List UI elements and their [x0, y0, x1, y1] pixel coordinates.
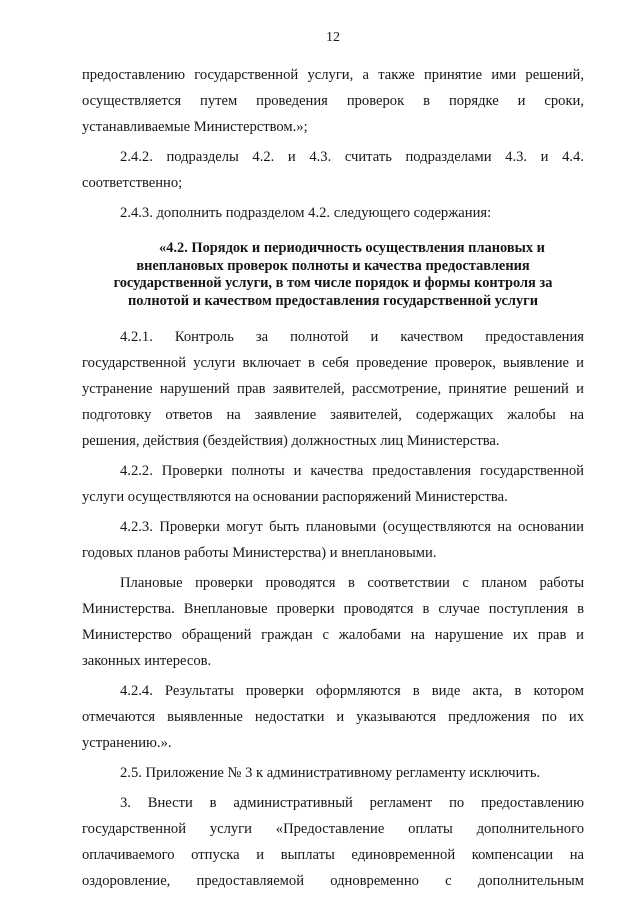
section-heading	[82, 240, 584, 310]
text-line: Плановые проверки проводятся в соответствии с планом работы	[120, 575, 584, 591]
document-body	[82, 62, 584, 894]
text-line: подготовку ответов на заявление заявителей, содержащих жалобы на	[82, 407, 584, 423]
text-line: решения, действия (бездействия) должностных лиц Министерства.	[82, 433, 500, 449]
text-line: государственной услуги «Предоставление оплаты дополнительного	[82, 821, 584, 837]
page-number: 12	[326, 30, 340, 45]
text-line: годовых планов работы Министерства) и внеплановыми.	[82, 545, 437, 561]
text-line: осуществляется путем проведения проверок в порядке и сроки,	[82, 93, 584, 109]
text-line: Министерство обращений граждан с жалобами на нарушение их прав и	[82, 627, 584, 643]
text-line: соответственно;	[82, 175, 183, 191]
text-line: оплачиваемого отпуска и выплаты единовременной компенсации на	[82, 847, 584, 863]
heading-line: «4.2. Порядок и периодичность осуществления плановых и	[159, 240, 545, 256]
text-line: 4.2.4. Результаты проверки оформляются в виде акта, в котором	[120, 683, 584, 699]
text-line: устанавливаемые Министерством.»;	[82, 119, 308, 135]
text-line: устранению.».	[82, 735, 172, 751]
text-line: государственной услуги включает в себя проведение проверок, выявление и	[82, 355, 584, 371]
text-line: 2.5. Приложение № 3 к административному регламенту исключить.	[120, 765, 541, 781]
text-line: 2.4.3. дополнить подразделом 4.2. следующего содержания:	[120, 205, 492, 221]
text-line: 3. Внести в административный регламент по предоставлению	[120, 795, 584, 811]
text-line: услуги осуществляются на основании распоряжений Министерства.	[82, 489, 508, 505]
heading-line: внеплановых проверок полноты и качества предоставления	[136, 257, 530, 274]
heading-line: полнотой и качеством предоставления государственной услуги	[128, 292, 538, 309]
text-line: законных интересов.	[82, 653, 212, 669]
text-line: предоставлению государственной услуги, а также принятие ими решений,	[82, 67, 584, 83]
text-line: устранение нарушений прав заявителей, рассмотрение, принятие решений и	[82, 381, 584, 397]
text-line: 4.2.2. Проверки полноты и качества предоставления государственной	[120, 463, 584, 479]
text-line: Министерства. Внеплановые проверки проводятся в случае поступления в	[82, 601, 584, 617]
text-line: 2.4.2. подразделы 4.2. и 4.3. считать подразделами 4.3. и 4.4.	[120, 149, 584, 165]
heading-line: государственной услуги, в том числе порядок и формы контроля за	[113, 275, 553, 291]
text-line: 4.2.3. Проверки могут быть плановыми (осуществляются на основании	[120, 519, 584, 535]
text-line: отмечаются выявленные недостатки и указываются предложения по их	[82, 709, 584, 725]
text-line: оздоровление, предоставляемой одновременно с дополнительным	[82, 873, 584, 889]
text-line: 4.2.1. Контроль за полнотой и качеством предоставления	[120, 329, 584, 345]
